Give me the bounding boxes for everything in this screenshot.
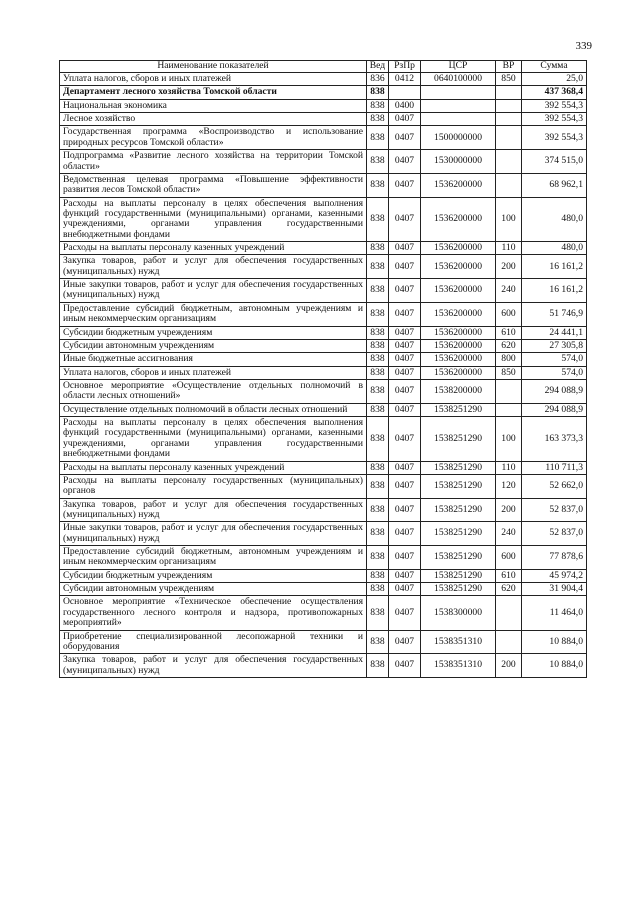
table-row	[60, 326, 587, 339]
cell-rzpr: 0407	[389, 461, 421, 474]
table-row	[60, 86, 587, 99]
cell-csr: 1538251290	[421, 569, 496, 582]
cell-vr	[496, 379, 522, 403]
cell-rzpr: 0407	[389, 279, 421, 303]
table-header-row	[60, 61, 587, 73]
cell-name: Предоставление субсидий бюджетным, автономным учреждениям и иным некоммерческим организациям	[60, 546, 367, 570]
cell-sum: 574,0	[522, 353, 587, 366]
cell-rzpr: 0407	[389, 474, 421, 498]
cell-ved: 838	[367, 99, 389, 112]
cell-sum: 294 088,9	[522, 403, 587, 416]
cell-sum: 51 746,9	[522, 302, 587, 326]
cell-sum: 163 373,3	[522, 417, 587, 461]
table-row	[60, 150, 587, 174]
cell-name: Субсидии автономным учреждениям	[60, 583, 367, 596]
cell-name: Подпрограмма «Развитие лесного хозяйства на территории Томской области»	[60, 150, 367, 174]
cell-sum: 10 884,0	[522, 630, 587, 654]
table-row	[60, 339, 587, 352]
cell-ved: 838	[367, 379, 389, 403]
cell-vr	[496, 596, 522, 630]
cell-name: Основное мероприятие «Техническое обеспечение осуществления государственного лесного контроля и надзора, противопожарных мероприятий»	[60, 596, 367, 630]
cell-sum: 24 441,1	[522, 326, 587, 339]
cell-ved: 838	[367, 417, 389, 461]
cell-sum: 437 368,4	[522, 86, 587, 99]
cell-vr: 600	[496, 546, 522, 570]
cell-rzpr: 0407	[389, 654, 421, 678]
cell-name: Субсидии бюджетным учреждениям	[60, 326, 367, 339]
budget-table	[59, 60, 587, 678]
table-row	[60, 596, 587, 630]
cell-csr: 1538251290	[421, 474, 496, 498]
cell-ved: 838	[367, 498, 389, 522]
table-row	[60, 73, 587, 86]
table-row	[60, 583, 587, 596]
cell-name: Расходы на выплаты персоналу в целях обеспечения выполнения функций государственными (муниципальными) органами, казенными учреждениями, органами управления государственными внебюджетными фондами	[60, 417, 367, 461]
cell-csr: 1538200000	[421, 379, 496, 403]
cell-name: Иные закупки товаров, работ и услуг для обеспечения государственных (муниципальных) нужд	[60, 279, 367, 303]
cell-ved: 838	[367, 403, 389, 416]
cell-name: Предоставление субсидий бюджетным, автономным учреждениям и иным некоммерческим организациям	[60, 302, 367, 326]
cell-sum: 27 305,8	[522, 339, 587, 352]
cell-name: Расходы на выплаты персоналу в целях обеспечения выполнения функций государственными (муниципальными) органами, казенными учреждениями, органами управления государственными внебюджетными фондами	[60, 197, 367, 241]
cell-csr: 1536200000	[421, 353, 496, 366]
cell-csr	[421, 99, 496, 112]
header-sum: Сумма	[522, 61, 587, 73]
cell-sum: 110 711,3	[522, 461, 587, 474]
cell-sum: 52 662,0	[522, 474, 587, 498]
cell-rzpr: 0407	[389, 302, 421, 326]
table-row	[60, 366, 587, 379]
cell-ved: 838	[367, 353, 389, 366]
cell-sum: 11 464,0	[522, 596, 587, 630]
cell-vr	[496, 99, 522, 112]
table-row	[60, 498, 587, 522]
cell-sum: 68 962,1	[522, 173, 587, 197]
table-row	[60, 113, 587, 126]
cell-rzpr: 0407	[389, 197, 421, 241]
cell-ved: 838	[367, 630, 389, 654]
cell-csr	[421, 113, 496, 126]
cell-vr: 620	[496, 583, 522, 596]
header-vr: ВР	[496, 61, 522, 73]
cell-rzpr: 0407	[389, 326, 421, 339]
cell-name: Субсидии автономным учреждениям	[60, 339, 367, 352]
cell-rzpr: 0407	[389, 366, 421, 379]
cell-vr: 610	[496, 569, 522, 582]
cell-rzpr: 0407	[389, 126, 421, 150]
cell-sum: 294 088,9	[522, 379, 587, 403]
cell-csr: 1536200000	[421, 255, 496, 279]
cell-vr: 200	[496, 654, 522, 678]
cell-sum: 45 974,2	[522, 569, 587, 582]
cell-vr	[496, 126, 522, 150]
cell-name: Уплата налогов, сборов и иных платежей	[60, 73, 367, 86]
header-rzpr: РзПр	[389, 61, 421, 73]
cell-vr: 110	[496, 242, 522, 255]
cell-ved: 836	[367, 73, 389, 86]
cell-name: Ведомственная целевая программа «Повышение эффективности развития лесов Томской области»	[60, 173, 367, 197]
cell-ved: 838	[367, 522, 389, 546]
cell-vr: 600	[496, 302, 522, 326]
table-row	[60, 173, 587, 197]
table-row	[60, 242, 587, 255]
table-row	[60, 197, 587, 241]
table-row	[60, 302, 587, 326]
cell-csr: 1538251290	[421, 583, 496, 596]
cell-rzpr: 0407	[389, 113, 421, 126]
cell-rzpr: 0407	[389, 353, 421, 366]
cell-rzpr: 0407	[389, 379, 421, 403]
cell-csr: 1538251290	[421, 522, 496, 546]
cell-name: Государственная программа «Воспроизводство и использование природных ресурсов Томской области»	[60, 126, 367, 150]
cell-ved: 838	[367, 255, 389, 279]
cell-csr: 1530000000	[421, 150, 496, 174]
cell-sum: 374 515,0	[522, 150, 587, 174]
cell-name: Иные бюджетные ассигнования	[60, 353, 367, 366]
cell-vr: 110	[496, 461, 522, 474]
cell-sum: 392 554,3	[522, 113, 587, 126]
cell-sum: 574,0	[522, 366, 587, 379]
cell-vr: 240	[496, 279, 522, 303]
header-ved: Вед	[367, 61, 389, 73]
cell-name: Основное мероприятие «Осуществление отдельных полномочий в области лесных отношений»	[60, 379, 367, 403]
cell-vr: 100	[496, 197, 522, 241]
cell-rzpr: 0407	[389, 546, 421, 570]
cell-rzpr: 0407	[389, 522, 421, 546]
cell-csr: 0640100000	[421, 73, 496, 86]
cell-ved: 838	[367, 279, 389, 303]
cell-ved: 838	[367, 461, 389, 474]
cell-ved: 838	[367, 474, 389, 498]
header-name: Наименование показателей	[60, 61, 367, 73]
table-row	[60, 569, 587, 582]
cell-name: Закупка товаров, работ и услуг для обеспечения государственных (муниципальных) нужд	[60, 654, 367, 678]
cell-rzpr: 0407	[389, 150, 421, 174]
cell-vr: 620	[496, 339, 522, 352]
table-row	[60, 255, 587, 279]
table-row	[60, 522, 587, 546]
table-row	[60, 379, 587, 403]
cell-sum: 77 878,6	[522, 546, 587, 570]
cell-rzpr: 0407	[389, 255, 421, 279]
cell-name: Национальная экономика	[60, 99, 367, 112]
cell-csr: 1536200000	[421, 197, 496, 241]
cell-vr: 850	[496, 366, 522, 379]
cell-vr: 800	[496, 353, 522, 366]
cell-name: Расходы на выплаты персоналу государственных (муниципальных) органов	[60, 474, 367, 498]
cell-sum: 16 161,2	[522, 279, 587, 303]
cell-name: Расходы на выплаты персоналу казенных учреждений	[60, 461, 367, 474]
cell-rzpr: 0407	[389, 569, 421, 582]
cell-csr: 1500000000	[421, 126, 496, 150]
cell-sum: 25,0	[522, 73, 587, 86]
cell-csr: 1538300000	[421, 596, 496, 630]
cell-csr: 1536200000	[421, 302, 496, 326]
cell-csr: 1536200000	[421, 366, 496, 379]
cell-name: Закупка товаров, работ и услуг для обеспечения государственных (муниципальных) нужд	[60, 255, 367, 279]
cell-sum: 392 554,3	[522, 126, 587, 150]
cell-csr: 1536200000	[421, 279, 496, 303]
cell-name: Уплата налогов, сборов и иных платежей	[60, 366, 367, 379]
cell-rzpr: 0407	[389, 498, 421, 522]
cell-csr: 1538251290	[421, 403, 496, 416]
table-row	[60, 654, 587, 678]
cell-ved: 838	[367, 126, 389, 150]
cell-vr: 100	[496, 417, 522, 461]
cell-name: Приобретение специализированной лесопожарной техники и оборудования	[60, 630, 367, 654]
cell-csr: 1538351310	[421, 654, 496, 678]
cell-ved: 838	[367, 654, 389, 678]
cell-rzpr: 0407	[389, 596, 421, 630]
cell-vr	[496, 150, 522, 174]
cell-ved: 838	[367, 242, 389, 255]
cell-csr: 1536200000	[421, 326, 496, 339]
cell-vr: 200	[496, 498, 522, 522]
cell-rzpr: 0412	[389, 73, 421, 86]
cell-vr: 120	[496, 474, 522, 498]
cell-name: Иные закупки товаров, работ и услуг для обеспечения государственных (муниципальных) нужд	[60, 522, 367, 546]
cell-csr: 1538251290	[421, 546, 496, 570]
cell-sum: 480,0	[522, 197, 587, 241]
cell-vr: 200	[496, 255, 522, 279]
page-number: 339	[575, 40, 592, 52]
cell-ved: 838	[367, 569, 389, 582]
cell-vr	[496, 630, 522, 654]
cell-vr	[496, 113, 522, 126]
cell-csr: 1538351310	[421, 630, 496, 654]
cell-csr: 1536200000	[421, 173, 496, 197]
table-row	[60, 353, 587, 366]
cell-name: Закупка товаров, работ и услуг для обеспечения государственных (муниципальных) нужд	[60, 498, 367, 522]
cell-sum: 480,0	[522, 242, 587, 255]
cell-name: Департамент лесного хозяйства Томской области	[60, 86, 367, 99]
table-row	[60, 630, 587, 654]
table-row	[60, 546, 587, 570]
cell-sum: 16 161,2	[522, 255, 587, 279]
cell-ved: 838	[367, 86, 389, 99]
cell-rzpr: 0400	[389, 99, 421, 112]
cell-vr: 850	[496, 73, 522, 86]
cell-csr: 1538251290	[421, 461, 496, 474]
table-row	[60, 461, 587, 474]
cell-ved: 838	[367, 339, 389, 352]
cell-ved: 838	[367, 596, 389, 630]
table-row	[60, 417, 587, 461]
cell-vr	[496, 403, 522, 416]
cell-name: Лесное хозяйство	[60, 113, 367, 126]
cell-sum: 392 554,3	[522, 99, 587, 112]
cell-ved: 838	[367, 197, 389, 241]
header-csr: ЦСР	[421, 61, 496, 73]
cell-name: Субсидии бюджетным учреждениям	[60, 569, 367, 582]
cell-sum: 52 837,0	[522, 498, 587, 522]
cell-ved: 838	[367, 302, 389, 326]
table-row	[60, 279, 587, 303]
table-row	[60, 126, 587, 150]
cell-sum: 52 837,0	[522, 522, 587, 546]
cell-rzpr: 0407	[389, 242, 421, 255]
cell-vr	[496, 173, 522, 197]
cell-rzpr: 0407	[389, 630, 421, 654]
cell-rzpr: 0407	[389, 403, 421, 416]
cell-sum: 31 904,4	[522, 583, 587, 596]
cell-name: Расходы на выплаты персоналу казенных учреждений	[60, 242, 367, 255]
cell-vr: 240	[496, 522, 522, 546]
table-row	[60, 403, 587, 416]
cell-vr: 610	[496, 326, 522, 339]
cell-rzpr: 0407	[389, 339, 421, 352]
cell-csr: 1536200000	[421, 339, 496, 352]
cell-rzpr: 0407	[389, 583, 421, 596]
cell-name: Осуществление отдельных полномочий в области лесных отношений	[60, 403, 367, 416]
cell-ved: 838	[367, 326, 389, 339]
cell-ved: 838	[367, 113, 389, 126]
cell-ved: 838	[367, 150, 389, 174]
cell-ved: 838	[367, 173, 389, 197]
cell-sum: 10 884,0	[522, 654, 587, 678]
table-row	[60, 99, 587, 112]
cell-csr: 1538251290	[421, 498, 496, 522]
cell-rzpr	[389, 86, 421, 99]
cell-rzpr: 0407	[389, 173, 421, 197]
cell-vr	[496, 86, 522, 99]
cell-rzpr: 0407	[389, 417, 421, 461]
cell-csr: 1538251290	[421, 417, 496, 461]
cell-csr	[421, 86, 496, 99]
table-row	[60, 474, 587, 498]
cell-csr: 1536200000	[421, 242, 496, 255]
cell-ved: 838	[367, 366, 389, 379]
cell-ved: 838	[367, 583, 389, 596]
cell-ved: 838	[367, 546, 389, 570]
